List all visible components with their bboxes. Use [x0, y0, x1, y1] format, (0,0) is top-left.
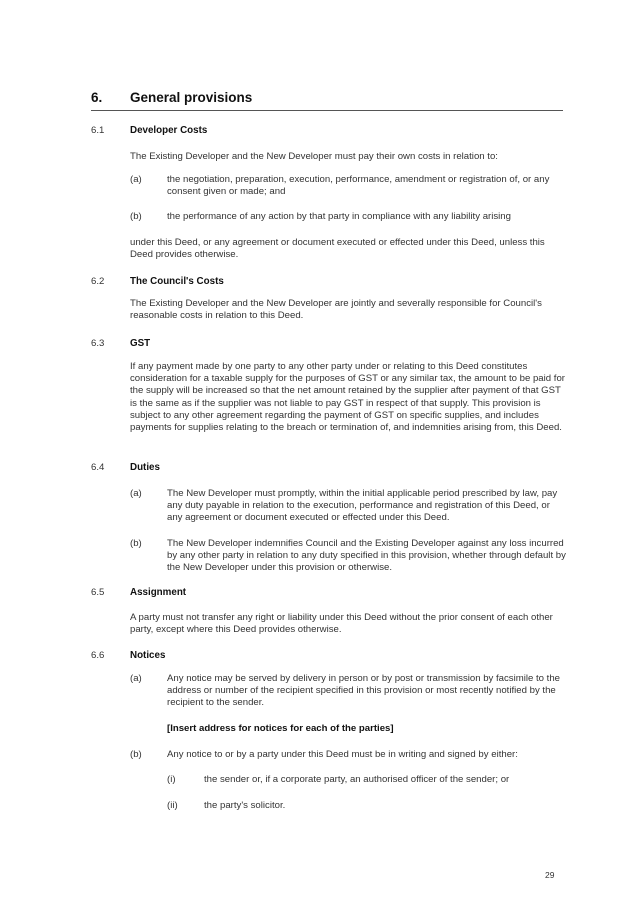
sub-item-text: the sender or, if a corporate party, an authorised officer of the sender; or — [204, 774, 510, 785]
sub-item-label: (i) — [167, 774, 176, 785]
sub-item-label: (ii) — [167, 800, 178, 811]
clause-paragraph: The Existing Developer and the New Developer are jointly and severally responsible for Council's reasonable costs in relation to this Deed. — [130, 298, 542, 322]
section-title: General provisions — [130, 90, 253, 105]
item-text: Any notice to or by a party under this Deed must be in writing and signed by either: — [167, 749, 518, 760]
clause-number: 6.5 — [91, 587, 105, 598]
clause-title: Assignment — [130, 587, 187, 598]
section-number: 6. — [91, 90, 103, 105]
sub-item-text: the party's solicitor. — [204, 800, 286, 811]
item-text: The New Developer indemnifies Council and the Existing Developer against any loss incurred by any other party in relation to any duty specified in this provision, whether through default by the New Developer under this provision or otherwise. — [167, 538, 566, 574]
clause-number: 6.2 — [91, 276, 105, 287]
clause-number: 6.4 — [91, 462, 105, 473]
clause-title: The Council's Costs — [130, 276, 224, 287]
item-label: (a) — [130, 174, 142, 185]
heading-divider — [91, 110, 563, 111]
item-text: Any notice may be served by delivery in person or by post or transmission by facsimile to the address or number of the recipient specified in this provision or most recently notified by the recipient to the sender. — [167, 673, 560, 709]
clause-number: 6.6 — [91, 650, 105, 661]
item-label: (a) — [130, 673, 142, 684]
item-label: (b) — [130, 749, 142, 760]
item-text: The New Developer must promptly, within the initial applicable period prescribed by law, pay any duty payable in relation to the execution, performance and registration of this Deed, or any agreement or document executed or effected under this Deed. — [167, 488, 558, 524]
clause-paragraph: under this Deed, or any agreement or document executed or effected under this Deed, unless this Deed provides otherwise. — [130, 237, 545, 261]
clause-number: 6.3 — [91, 338, 105, 349]
clause-title: Duties — [130, 462, 160, 473]
item-label: (b) — [130, 538, 142, 549]
item-label: (b) — [130, 211, 142, 222]
clause-number: 6.1 — [91, 125, 105, 136]
clause-paragraph: A party must not transfer any right or liability under this Deed without the prior consent of each other party, except where this Deed provides otherwise. — [130, 612, 553, 636]
insert-address-note: [Insert address for notices for each of the parties] — [167, 723, 394, 734]
clause-title: GST — [130, 338, 151, 349]
item-label: (a) — [130, 488, 142, 499]
clause-title: Developer Costs — [130, 125, 208, 136]
clause-paragraph: The Existing Developer and the New Developer must pay their own costs in relation to: — [130, 151, 498, 162]
clause-paragraph: If any payment made by one party to any other party under or relating to this Deed constitutes consideration for a taxable supply for the purposes of GST or any similar tax, the amount to be paid for the supply will be increased so that the net amount retained by the supplier after payment of that GST is the same as if the supplier was not liable to pay GST in respect of that supply. This provision is subject to any other agreement regarding the payment of GST on specific supplies, and includes payments for supplies relating to the breach or termination of, and indemnities arising from, this Deed. — [130, 361, 565, 434]
item-text: the negotiation, preparation, execution, performance, amendment or registration of, or any consent given or made; and — [167, 174, 550, 198]
page-number: 29 — [545, 870, 555, 880]
item-text: the performance of any action by that party in compliance with any liability arising — [167, 211, 511, 222]
clause-title: Notices — [130, 650, 166, 661]
